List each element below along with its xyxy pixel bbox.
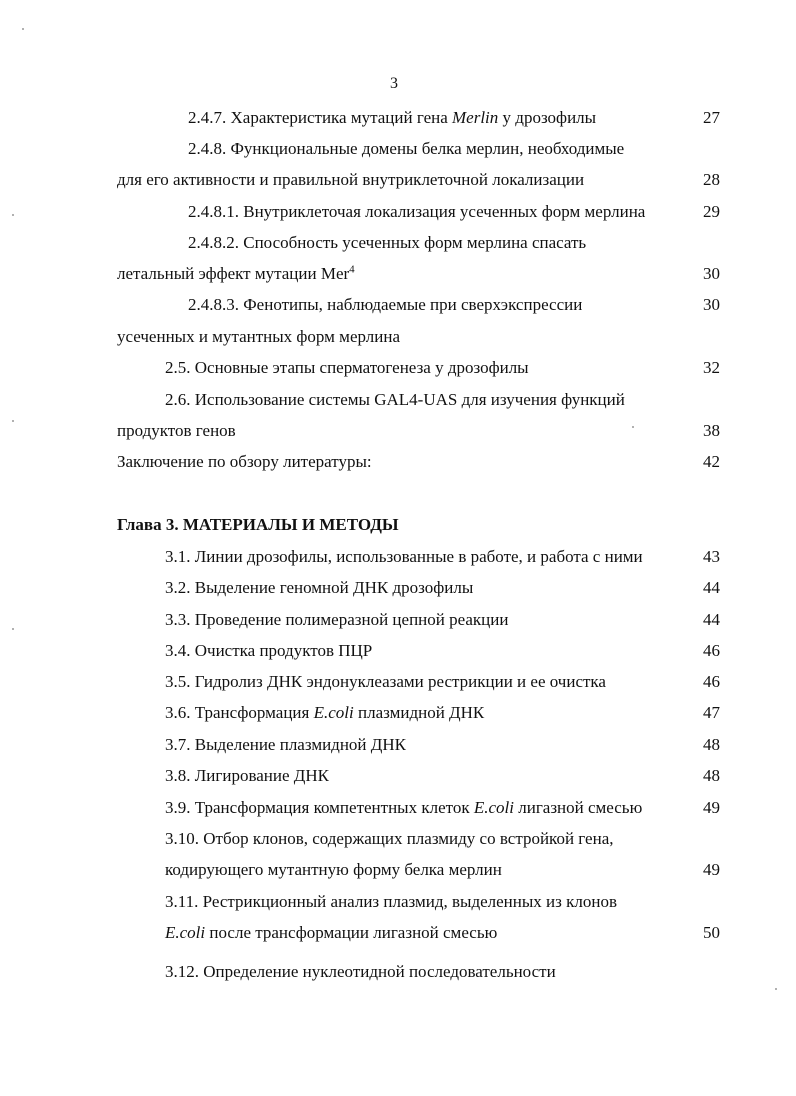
toc-entry-2-6-line1: 2.6. Использование системы GAL4-UAS для изучения функций [165,390,625,409]
toc-italic: E.coli [165,923,206,942]
toc-page-2-4-8: 28 [703,170,720,189]
toc-label: 3.6. Трансформация [165,703,310,722]
toc-entry-3-4: 3.4. Очистка продуктов ПЦР [165,641,373,660]
toc-label-tail: плазмидной ДНК [357,703,485,722]
toc-entry-3-10-line1: 3.10. Отбор клонов, содержащих плазмиду со встройкой гена, [165,829,614,848]
toc-entry-2-6-line2: продуктов генов [117,421,236,440]
toc-entry-3-2: 3.2. Выделение геномной ДНК дрозофилы [165,578,474,597]
toc-entry-3-3: 3.3. Проведение полимеразной цепной реакции [165,610,509,629]
toc-page-3-6: 47 [703,703,720,722]
scan-speck [632,426,634,428]
page-number: 3 [390,75,398,92]
toc-entry-conclusion: Заключение по обзору литературы: [117,452,372,471]
toc-entry-3-11-line2 [165,923,497,943]
toc-page-2-4-8-1: 29 [703,202,720,221]
toc-label-tail: у дрозофилы [502,108,597,127]
toc-entry-3-12: 3.12. Определение нуклеотидной последовательности [165,962,556,981]
scan-speck [12,214,14,216]
toc-entry-2-4-8-3-line2: усеченных и мутантных форм мерлина [117,327,400,346]
toc-entry-2-4-7 [188,108,596,128]
toc-page-2-4-8-3: 30 [703,295,720,314]
toc-entry-2-4-8-line1: 2.4.8. Функциональные домены белка мерлин, необходимые [188,139,625,158]
toc-entry-2-4-8-1: 2.4.8.1. Внутриклеточая локализация усеченных форм мерлина [188,202,646,221]
toc-label: 2.4.7. Характеристика мутаций гена [188,108,448,127]
toc-page-3-9: 49 [703,798,720,817]
toc-page-2-5: 32 [703,358,720,377]
scan-speck [12,628,14,630]
toc-entry-2-5: 2.5. Основные этапы сперматогенеза у дрозофилы [165,358,529,377]
toc-page-2-6: 38 [703,421,720,440]
toc-entry-2-4-8-2-line2 [117,264,355,284]
toc-page-2-4-8-2: 30 [703,264,720,283]
chapter-3-heading: Глава 3. МАТЕРИАЛЫ И МЕТОДЫ [117,515,399,534]
toc-label: 3.9. Трансформация компетентных клеток [165,798,470,817]
toc-page-3-4: 46 [703,641,720,660]
toc-entry-3-7: 3.7. Выделение плазмидной ДНК [165,735,406,754]
toc-entry-3-6 [165,703,484,723]
scan-speck [775,988,777,990]
toc-italic: E.coli [473,798,514,817]
toc-page-3-2: 44 [703,578,720,597]
toc-entry-2-4-8-3-line1: 2.4.8.3. Фенотипы, наблюдаемые при сверхэкспрессии [188,295,583,314]
toc-entry-3-1: 3.1. Линии дрозофилы, использованные в работе, и работа с ними [165,547,643,566]
toc-page-3-5: 46 [703,672,720,691]
scan-speck [12,420,14,422]
toc-page-3-8: 48 [703,766,720,785]
toc-entry-2-4-8-2-line1: 2.4.8.2. Способность усеченных форм мерлина спасать [188,233,587,252]
toc-entry-3-11-line1: 3.11. Рестрикционный анализ плазмид, выделенных из клонов [165,892,617,911]
superscript: 4 [349,263,355,276]
toc-page-3-3: 44 [703,610,720,629]
toc-entry-3-9 [165,798,642,818]
toc-label-tail: лигазной смесью [518,798,643,817]
toc-italic: E.coli [313,703,354,722]
toc-italic: Merlin [452,108,499,127]
toc-label: летальный эффект мутации Mer [117,264,350,283]
toc-entry-2-4-8-line2: для его активности и правильной внутриклеточной локализации [117,170,585,189]
scan-speck [22,28,24,30]
toc-page-3-11: 50 [703,923,720,942]
toc-label: после трансформации лигазной смесью [209,923,498,942]
toc-page-2-4-7: 27 [703,108,720,127]
toc-page-3-1: 43 [703,547,720,566]
toc-entry-3-5: 3.5. Гидролиз ДНК эндонуклеазами рестрикции и ее очистка [165,672,606,691]
toc-page-conclusion: 42 [703,452,720,471]
toc-page-3-10: 49 [703,860,720,879]
toc-entry-3-8: 3.8. Лигирование ДНК [165,766,329,785]
toc-page-3-7: 48 [703,735,720,754]
toc-entry-3-10-line2: кодирующего мутантную форму белка мерлин [165,860,502,879]
